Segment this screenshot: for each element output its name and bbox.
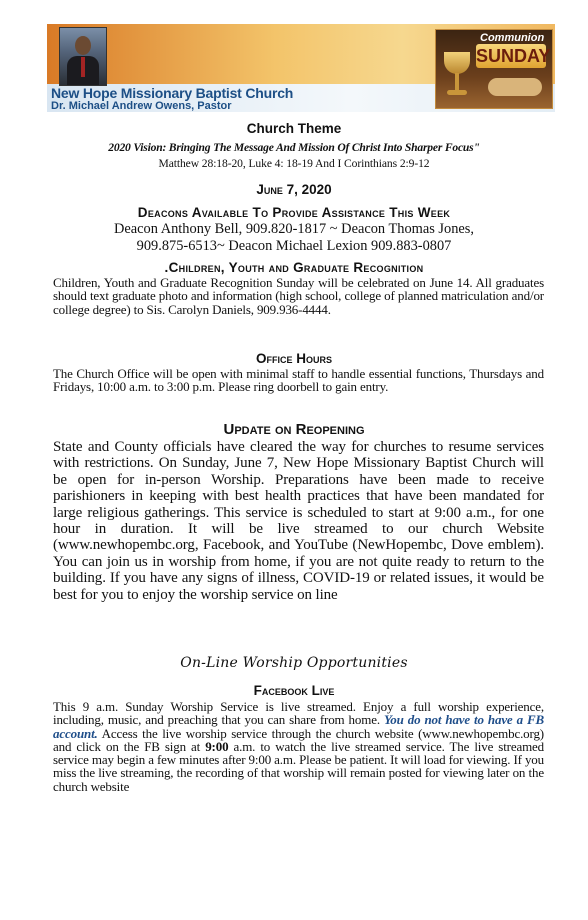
pastor-photo xyxy=(59,27,107,86)
theme-title: Church Theme xyxy=(246,121,342,136)
facebook-text-3: a.m. to watch the live streamed service. The live streamed service may begin a few minutes after 9:00 a.m. Please be patient. It will load for viewing. If you miss the live streaming, the recording of that worship will remain posted for viewing later on the church website xyxy=(53,738,545,794)
theme-verses: Matthew 28:18-20, Luke 4: 18-19 And I Corinthians 2:9-12 xyxy=(158,157,430,170)
theme-vision: 2020 Vision: Bringing The Message And Mission Of Christ Into Sharper Focus" xyxy=(108,141,480,154)
facebook-text-2: Access the live worship service through the church website (www.newhopembc.org) and click on the FB sign at xyxy=(53,725,544,754)
communion-label: Communion xyxy=(480,32,545,44)
deacons-line-2: 909.875-6513~ Deacon Michael Lexion 909.883-0807 xyxy=(136,238,452,254)
chalice-icon xyxy=(444,52,470,74)
chalice-base xyxy=(447,90,467,95)
deacons-heading: Deacons Available To Provide Assistance This Week xyxy=(137,205,451,220)
reopening-body: State and County officials have cleared the way for churches to resume services with restrictions. On Sunday, June 7, New Hope Missionary Baptist Church will be open for in-person Worship. Preparations have been made to receive parishioners in keeping with best health practices that have been mandated for large religious gatherings. This service is scheduled to start at 9:00 a.m., for one hour in duration. It will be live streamed to our church Website (www.newhopembc.org, Facebook, and YouTube (NewHopembc, Dove emblem). You can join us in worship from home, if you are not quite ready to return to the building. If you have any signs of illness, COVID-19 or related issues, it would be best for you to enjoy the worship service on line xyxy=(53,439,544,603)
communion-sunday-graphic xyxy=(435,29,553,109)
chalice-stem xyxy=(455,73,459,91)
facebook-emphasis: You do not have to have a FB account. xyxy=(53,712,544,741)
pastor-head xyxy=(75,36,91,55)
pastor-tie xyxy=(81,57,85,77)
communion-day: SUNDAY xyxy=(476,46,551,66)
office-hours-heading: Office Hours xyxy=(255,351,332,366)
reopening-heading: Update on Reopening xyxy=(223,421,365,438)
facebook-live-body xyxy=(53,700,544,793)
church-name: New Hope Missionary Baptist Church xyxy=(51,85,294,101)
pastor-name: Dr. Michael Andrew Owens, Pastor xyxy=(51,100,232,112)
church-banner xyxy=(47,24,555,112)
facebook-text-1: This 9 a.m. Sunday Worship Service is live streamed. Enjoy a full worship experience, including, music, and preaching that you can share from home. xyxy=(53,699,544,728)
bread-icon xyxy=(488,78,542,96)
facebook-live-heading: Facebook Live xyxy=(253,683,335,698)
deacons-line-1: Deacon Anthony Bell, 909.820-1817 ~ Deacon Thomas Jones, xyxy=(113,221,475,237)
children-heading: .Children, Youth and Graduate Recognition xyxy=(164,260,424,275)
office-hours-body: The Church Office will be open with minimal staff to handle essential functions, Thursdays and Fridays, 10:00 a.m. to 3:00 p.m. Please ring doorbell to gain entry. xyxy=(53,366,544,395)
facebook-time: 9:00 xyxy=(205,738,229,754)
children-body: Children, Youth and Graduate Recognition Sunday will be celebrated on June 14. All graduates should text graduate photo and information (high school, college of planned matriculation and/or college degree) to Sis. Carolyn Daniels, 909.936-4444. xyxy=(53,275,544,317)
bulletin-date: June 7, 2020 xyxy=(256,182,332,197)
online-worship-heading: On-Line Worship Opportunities xyxy=(180,655,408,671)
